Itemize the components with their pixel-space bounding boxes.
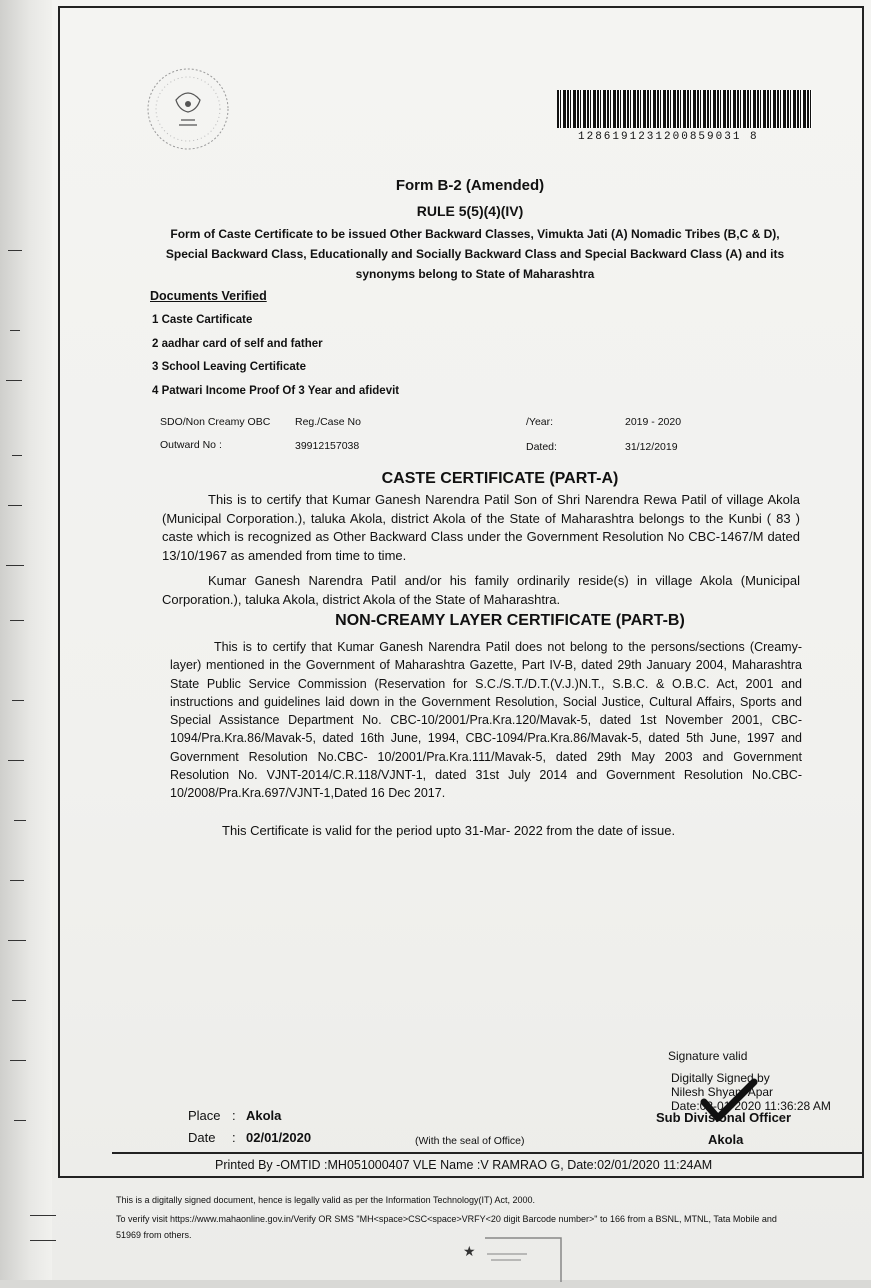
- binding-marks: [0, 0, 60, 1280]
- office-seal-icon: [455, 1228, 565, 1288]
- signature-line-1: Digitally Signed by: [671, 1071, 770, 1085]
- signature-valid: Signature valid: [668, 1049, 748, 1063]
- date-colon: :: [232, 1130, 236, 1145]
- outward-value: 39912157038: [295, 440, 360, 452]
- place-label: Place: [188, 1108, 221, 1123]
- document-item: 3 School Leaving Certificate: [152, 361, 307, 373]
- form-title: Form B-2 (Amended): [395, 177, 545, 194]
- form-intro: Form of Caste Certificate to be issued Other Backward Classes, Vimukta Jati (A) Nomadic Tribes (B,C & D), Special Backward Class, Educationally and Socially Backward Class and Special Backward Class (A) and its synonyms belong to State of Maharashtra: [165, 227, 785, 281]
- year-value: 2019 - 2020: [625, 416, 682, 428]
- printed-by-bottom-rule: [112, 1176, 862, 1178]
- office-label: SDO/Non Creamy OBC: [160, 416, 271, 428]
- signature-line-3: Date:02-01-2020 11:36:28 AM: [671, 1099, 831, 1113]
- printed-by: Printed By -OMTID :MH051000407 VLE Name :V RAMRAO G, Date:02/01/2020 11:24AM: [215, 1158, 713, 1172]
- footer-sms-note: 51969 from others.: [116, 1230, 192, 1240]
- place-colon: :: [232, 1108, 236, 1123]
- dated-value: 31/12/2019: [625, 441, 678, 453]
- footer-legal-note: This is a digitally signed document, hence is legally valid as per the Information Technology(IT) Act, 2000.: [116, 1195, 536, 1205]
- document-item: 2 aadhar card of self and father: [152, 338, 323, 350]
- reg-label: Reg./Case No: [295, 416, 361, 428]
- signatory-designation: Sub Divisional Officer: [656, 1110, 792, 1125]
- footer-verify-note: To verify visit https://www.mahaonline.gov.in/Verify OR SMS "MH<space>CSC<space>VRFY<20 digit Barcode number>" to 166 from a BSNL, MTNL, Tata Mobile and: [116, 1214, 777, 1224]
- part-a-paragraph: This is to certify that Kumar Ganesh Narendra Patil Son of Shri Narendra Rewa Patil of village Akola (Municipal Corporation.), taluka Akola, district Akola of the State of Maharashtra belongs to the Kunbi ( 83 ) caste which is recognized as Other Backward Class under the Government Resolution No CBC-1467/M dated 13/10/1967 as amended from time to time.: [162, 492, 800, 563]
- documents-heading: Documents Verified: [150, 289, 267, 303]
- document-item: 4 Patwari Income Proof Of 3 Year and afidevit: [152, 385, 400, 397]
- barcode: [557, 90, 812, 128]
- place-value: Akola: [246, 1108, 282, 1123]
- part-b-title: NON-CREAMY LAYER CERTIFICATE (PART-B): [335, 612, 685, 629]
- date-value: 02/01/2020: [246, 1130, 312, 1145]
- part-b-paragraph: This is to certify that Kumar Ganesh Narendra Patil does not belong to the persons/sections (Creamy-layer) mentioned in the Government of Maharashtra Gazette, Part IV-B, dated 29th January 2004, Maharashtra State Public Service Commission (Reservation for S.C./S.T./D.T.(V.J.)N.T., S.B.C. & O.B.C. Act, 2001 and instructions and guidelines laid down in the Government Resolution, Social Justice, Cultural Affairs, Sports and Special Assistance Department No. CBC-10/2001/Pra.Kra.120/Mavak-5, dated 1st November 2001, CBC-1094/Pra.Kra.86/Mavak-5, dated 16th June, 1994, CBC-1094/Pra.Kra.86/Mavak-5, dated 5th June, 1997 and Government Resolution No.CBC- 10/2001/Pra.Kra.111/Mavak-5, dated 29th May 2003 and Government Resolution No. VJNT-2014/C.R.118/VJNT-1, dated 31st July 2014 and Government Resolution No.CBC-10/2008/Pra.Kra.697/VJNT-1,Dated 16 Dec 2017.: [170, 640, 802, 801]
- dated-label: Dated:: [526, 441, 557, 453]
- date-label: Date: [188, 1130, 216, 1145]
- year-label: /Year:: [526, 416, 554, 428]
- svg-text:★: ★: [463, 1244, 476, 1260]
- barcode-number: 1286191231200859031 8: [578, 131, 759, 143]
- seal-note: (With the seal of Office): [415, 1135, 525, 1147]
- validity-statement: This Certificate is valid for the period upto 31-Mar- 2022 from the date of issue.: [222, 823, 676, 838]
- rule-title: RULE 5(5)(4)(IV): [416, 203, 524, 219]
- signatory-place: Akola: [708, 1132, 744, 1147]
- part-a-title: CASTE CERTIFICATE (PART-A): [381, 470, 619, 487]
- signature-line-2: Nilesh Shyam Apar: [671, 1085, 774, 1099]
- outward-label: Outward No :: [160, 439, 222, 451]
- state-emblem-icon: [143, 62, 233, 157]
- printed-by-top-rule: [112, 1152, 862, 1154]
- document-item: 1 Caste Cartificate: [152, 314, 253, 326]
- part-a-residence: Kumar Ganesh Narendra Patil and/or his family ordinarily reside(s) in village Akola (Municipal Corporation.), taluka Akola, district Akola of the State of Maharashtra.: [162, 573, 800, 607]
